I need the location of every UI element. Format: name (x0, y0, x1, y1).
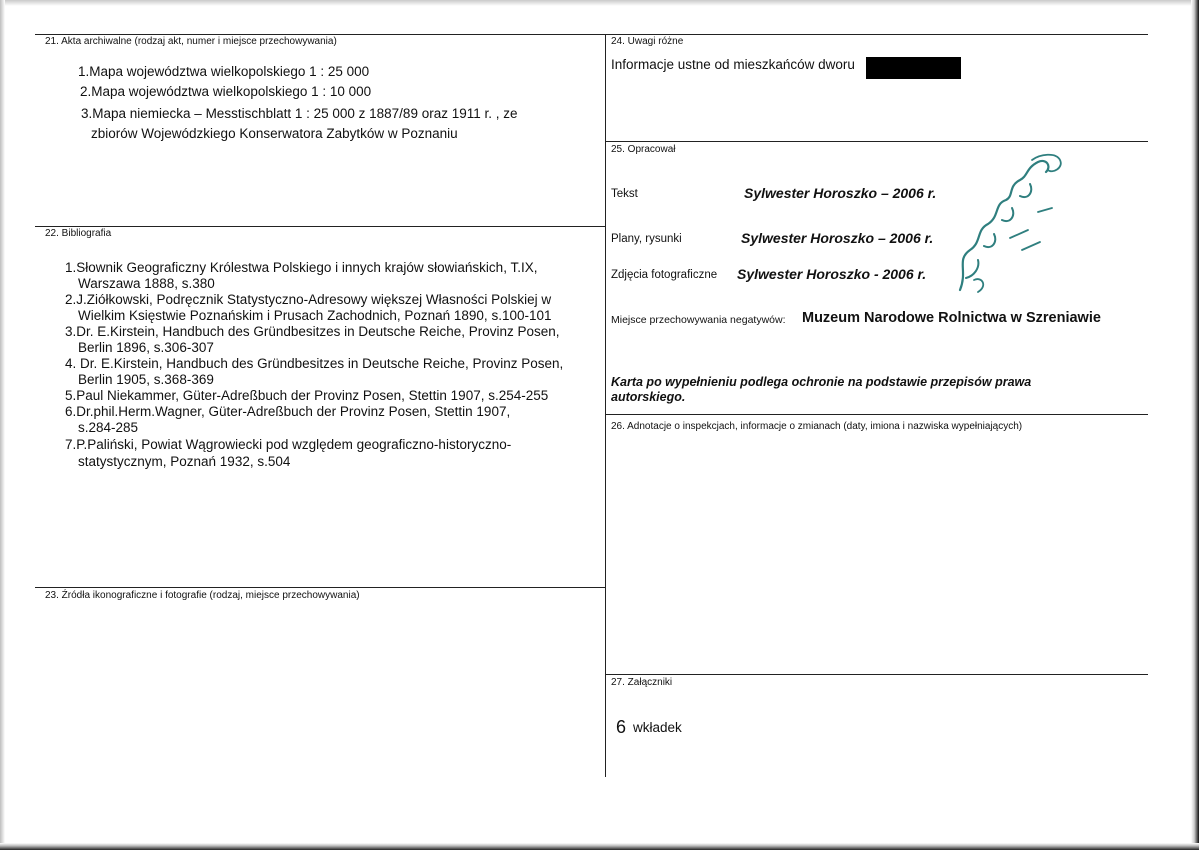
section-21-item: zbiorów Wojewódzkiego Konserwatora Zabytków w Poznaniu (91, 126, 458, 141)
section-25-label: 25. Opracował (611, 144, 676, 155)
negatives-storage-label: Miejsce przechowywania negatywów: (611, 314, 786, 326)
attachments-text: wkładek (633, 720, 682, 735)
copyright-note-line2: autorskiego. (611, 390, 686, 404)
bibliography-item: 7.P.Paliński, Powiat Wągrowiecki pod względem geograficzno-historyczno- (65, 437, 512, 452)
section-26-label: 26. Adnotacje o inspekcjach, informacje o zmianach (daty, imiona i nazwiska wypełniających) (611, 421, 1023, 432)
author-row-key: Tekst (611, 188, 638, 200)
scan-edge-bottom (0, 843, 1199, 850)
section-22-label: 22. Bibliografia (45, 228, 112, 239)
remarks-text: Informacje ustne od mieszkańców dworu (611, 57, 855, 72)
section-21-item: 1.Mapa województwa wielkopolskiego 1 : 25 000 (78, 64, 370, 79)
rule-25 (605, 141, 1148, 142)
bibliography-item: 3.Dr. E.Kirstein, Handbuch des Gründbesitzes in Deutsche Reiche, Provinz Posen, (65, 324, 560, 339)
bibliography-item: 5.Paul Niekammer, Güter-Adreßbuch der Provinz Posen, Stettin 1907, s.254-255 (65, 388, 549, 403)
bibliography-item: Wielkim Księstwie Poznańskim i Prusach Zachodnich, Poznań 1890, s.100-101 (78, 308, 552, 323)
bibliography-item: statystycznym, Poznań 1932, s.504 (78, 454, 291, 469)
copyright-note-line1: Karta po wypełnieniu podlega ochronie na podstawie przepisów prawa (611, 375, 1032, 389)
redaction-box (866, 57, 961, 79)
scan-edge-top (0, 0, 1199, 6)
section-24-label: 24. Uwagi różne (611, 36, 684, 47)
top-rule-right (605, 34, 1148, 35)
bibliography-item: 2.J.Ziółkowski, Podręcznik Statystyczno-Adresowy większej Własności Polskiej w (65, 292, 552, 307)
bibliography-item: Berlin 1896, s.306-307 (78, 340, 214, 355)
rule-26 (605, 414, 1148, 415)
handwritten-signature (948, 150, 1068, 300)
section-21-item: 2.Mapa województwa wielkopolskiego 1 : 10 000 (80, 84, 372, 99)
attachments-count: 6 (616, 717, 627, 737)
bibliography-item: 1.Słownik Geograficzny Królestwa Polskiego i innych krajów słowiańskich, T.IX, (65, 260, 538, 275)
rule-22 (35, 226, 605, 227)
bibliography-item: 4. Dr. E.Kirstein, Handbuch des Gründbesitzes in Deutsche Reiche, Provinz Posen, (65, 356, 564, 371)
scan-edge-right (1191, 0, 1199, 850)
bibliography-item: Warszawa 1888, s.380 (78, 276, 215, 291)
section-21-item: 3.Mapa niemiecka – Messtischblatt 1 : 25 000 z 1887/89 oraz 1911 r. , ze (81, 106, 518, 121)
rule-23 (35, 587, 605, 588)
author-row-key: Plany, rysunki (611, 233, 682, 245)
author-row-value: Sylwester Horoszko – 2006 r. (741, 230, 934, 246)
negatives-storage-value: Muzeum Narodowe Rolnictwa w Szreniawie (802, 310, 1101, 326)
author-row-value: Sylwester Horoszko - 2006 r. (737, 266, 927, 282)
bibliography-item: Berlin 1905, s.368-369 (78, 372, 214, 387)
author-row-value: Sylwester Horoszko – 2006 r. (744, 185, 937, 201)
author-row-key: Zdjęcia fotograficzne (611, 269, 718, 281)
bibliography-item: s.284-285 (78, 420, 139, 435)
center-divider (605, 34, 606, 777)
section-23-label: 23. Źródła ikonograficzne i fotografie (rodzaj, miejsce przechowywania) (45, 590, 360, 601)
section-21-label: 21. Akta archiwalne (rodzaj akt, numer i miejsce przechowywania) (45, 36, 337, 47)
rule-27 (605, 674, 1148, 675)
bibliography-item: 6.Dr.phil.Herm.Wagner, Güter-Adreßbuch der Provinz Posen, Stettin 1907, (65, 404, 511, 419)
scan-edge-left (0, 0, 5, 850)
top-rule-left (35, 34, 605, 35)
section-27-label: 27. Załączniki (611, 677, 673, 688)
